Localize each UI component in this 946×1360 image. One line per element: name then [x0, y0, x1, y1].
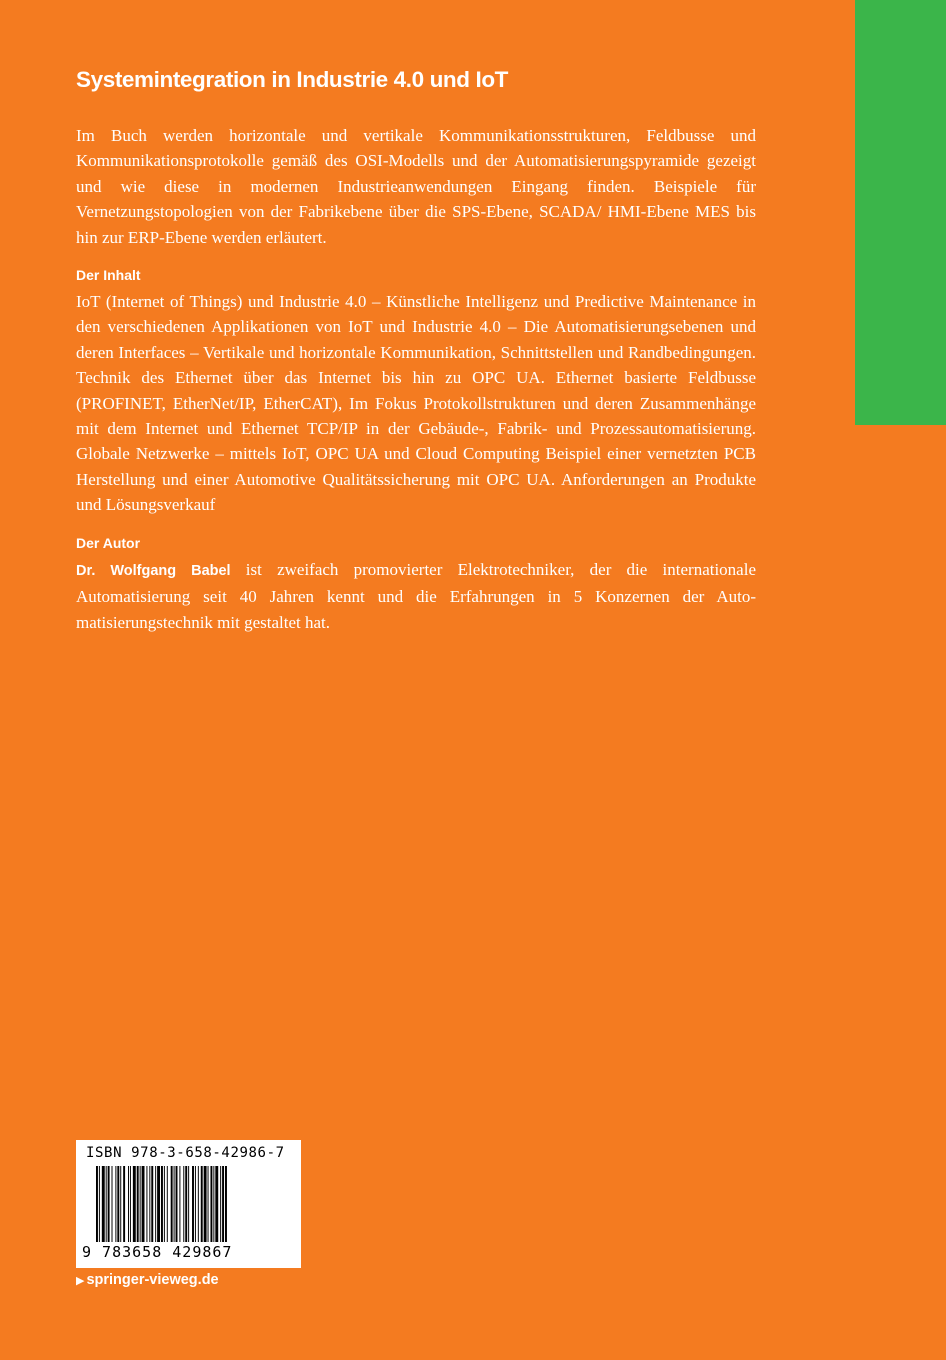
- barcode-bar: [179, 1166, 180, 1242]
- barcode-bar: [201, 1166, 203, 1242]
- barcode-bar: [96, 1166, 98, 1242]
- barcode-bar: [112, 1166, 113, 1242]
- barcode-bar: [220, 1166, 221, 1242]
- barcode-bar: [115, 1166, 116, 1242]
- book-title: Systemintegration in Industrie 4.0 und IoT: [76, 67, 509, 92]
- inhalt-heading: Der Inhalt: [76, 267, 141, 284]
- barcode-bar: [198, 1166, 199, 1242]
- website-text: springer-vieweg.de: [86, 1272, 219, 1288]
- barcode-bar: [155, 1166, 156, 1242]
- barcode-bars: [96, 1166, 294, 1242]
- barcode-bar: [123, 1166, 125, 1242]
- barcode-bar: [128, 1166, 129, 1242]
- barcode-bar: [225, 1166, 227, 1242]
- barcode-bar: [167, 1166, 168, 1242]
- barcode-digits: 9 783658 429867: [82, 1243, 233, 1261]
- back-cover-text: [76, 64, 756, 635]
- barcode-bar: [140, 1166, 141, 1242]
- barcode-bar: [164, 1166, 165, 1242]
- barcode-bar: [133, 1166, 136, 1242]
- barcode-bar: [99, 1166, 100, 1242]
- barcode-bar: [192, 1166, 194, 1242]
- barcode-bar: [142, 1166, 145, 1242]
- barcode-bar: [130, 1166, 131, 1242]
- intro-paragraph: Im Buch werden horizontale und vertikale Kommunikationsstrukturen, Feldbusse und Kommunikationsprotokolle gemäß des OSI-Modells und der Automatisierungspyramide gezeigt und wie diese in modernen Industrieanwendungen Eingang finden. Beispiele für Vernetzungstopologien von der Fabrikebene über die SPS-Ebene, SCADA/ HMI-Ebene MES bis hin zur ERP-Ebene werden erläutert.: [76, 126, 756, 247]
- barcode-bar: [213, 1166, 214, 1242]
- isbn-barcode: [76, 1140, 301, 1268]
- green-accent-stripe: [855, 0, 946, 425]
- barcode-bar: [117, 1166, 119, 1242]
- barcode-bar: [137, 1166, 139, 1242]
- barcode-bar: [176, 1166, 178, 1242]
- website-link[interactable]: [76, 1272, 219, 1288]
- barcode-bar: [157, 1166, 160, 1242]
- isbn-label: ISBN 978-3-658-42986-7: [86, 1145, 285, 1161]
- barcode-bar: [183, 1166, 184, 1242]
- barcode-bar: [149, 1166, 150, 1242]
- barcode-bar: [174, 1166, 175, 1242]
- barcode-bar: [204, 1166, 207, 1242]
- barcode-bar: [120, 1166, 121, 1242]
- barcode-bar: [161, 1166, 163, 1242]
- barcode-bar: [210, 1166, 212, 1242]
- inhalt-paragraph: IoT (Internet of Things) und Industrie 4.0 – Künstliche Intelligenz und Predictive Maintenance in den verschiedenen Applikationen von IoT und Industrie 4.0 – Die Automatisierungsebenen und deren Interfaces – Vertikale und horizontale Kommunikation, Schnittstellen und Randbedingungen. Technik des Ethernet über das Internet bis hin zu OPC UA. Ethernet basierte Feldbusse (PROFINET, EtherNet/IP, EtherCAT), Im Fokus Protokollstrukturen und deren Zusammenhänge mit dem Internet und Ethernet TCP/IP in der Gebäude-, Fabrik- und Prozessautomatisierung. Globale Netzwerke – mittels IoT, OPC UA und Cloud Computing Beispiel einer vernetzten PCB Herstellung und einer Automotive Qualitätssicherung mit OPC UA. Anforderungen an Produkte und Lösungsverkauf: [76, 292, 756, 515]
- barcode-bar: [208, 1166, 209, 1242]
- barcode-bar: [102, 1166, 105, 1242]
- autor-heading: Der Autor: [76, 534, 141, 551]
- barcode-bar: [146, 1166, 147, 1242]
- barcode-bar: [188, 1166, 189, 1242]
- barcode-bar: [185, 1166, 187, 1242]
- barcode-bar: [222, 1166, 224, 1242]
- barcode-bar: [195, 1166, 196, 1242]
- author-bio: ist zweifach promovierter Elektrotechniker, der die internationale Automatisierung seit 40 Jahren kennt und die Erfahrungen in 5 Konzernen der Automatisierungstechnik mit gestaltet hat.: [76, 559, 756, 632]
- arrow-right-icon: ▶: [76, 1275, 85, 1287]
- autor-paragraph: [76, 557, 756, 635]
- barcode-bar: [171, 1166, 173, 1242]
- author-name: Dr. Wolfgang Babel: [76, 562, 231, 579]
- barcode-bar: [151, 1166, 153, 1242]
- barcode-bar: [215, 1166, 218, 1242]
- barcode-bar: [106, 1166, 107, 1242]
- barcode-bar: [108, 1166, 110, 1242]
